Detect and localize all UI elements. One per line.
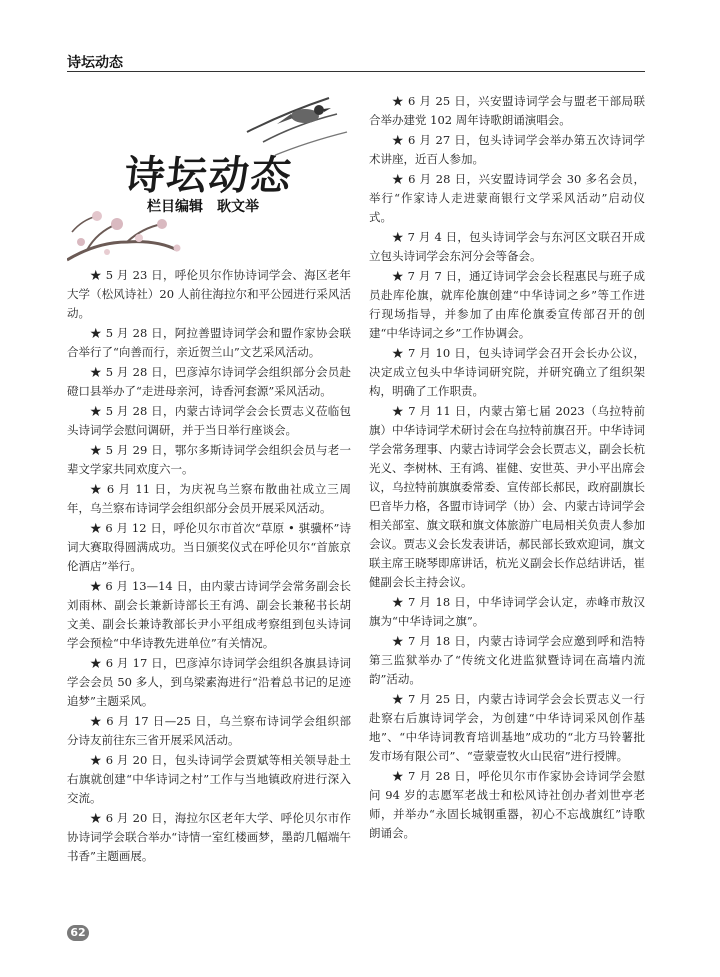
news-item: ★ 5 月 29 日，鄂尔多斯诗词学会组织会员与老一辈文学家共同欢度六一。 bbox=[67, 443, 351, 476]
news-item: ★ 6 月 13—14 日，由内蒙古诗词学会常务副会长刘雨林、副会长兼新诗部长王有鸿、副会长兼秘书长胡文美、副会长兼诗教部长尹小平组成考察组到包头诗词学会预检“中华诗教先进单位”有关情况。 bbox=[67, 579, 351, 650]
news-item: ★ 5 月 23 日，呼伦贝尔作协诗词学会、海区老年大学（松风诗社）20 人前往海拉尔和平公园进行采风活动。 bbox=[67, 268, 351, 320]
news-item: ★ 5 月 28 日，内蒙古诗词学会会长贾志义莅临包头诗词学会慰问调研，并于当日举行座谈会。 bbox=[67, 404, 351, 437]
news-item: ★ 7 月 7 日，通辽诗词学会会长程惠民与班子成员赴库伦旗，就库伦旗创建“中华诗词之乡”等工作进行现场指导，并参加了由库伦旗委宣传部召开的创建“中华诗词之乡”工作协调会。 bbox=[369, 269, 645, 340]
news-item: ★ 5 月 28 日，阿拉善盟诗词学会和盟作家协会联合举行了“向善而行，亲近贺兰山”文艺采风活动。 bbox=[67, 326, 351, 359]
news-item: ★ 6 月 20 日，包头诗词学会贾斌等相关领导赴土右旗就创建“中华诗词之村”工作与当地镇政府进行深入交流。 bbox=[67, 753, 351, 805]
news-item: ★ 7 月 11 日，内蒙古第七届 2023（乌拉特前旗）中华诗词学术研讨会在乌拉特前旗召开。中华诗词学会常务理事、内蒙古诗词学会会长贾志义，副会长杭光义、李树林、王有鸿、崔健、安世英、尹小平出席会议，乌拉特前旗旗委常委、宣传部长郝民，政府副旗长巴音毕力格，各盟市诗词学（协）会、内蒙古诗词学会相关部室、旗文联和旗文体旅游广电局相关负责人参加会议。贾志义会长发表讲话，郝民部长致欢迎词，旗文联主席王晓琴即席讲话，杭光义副会长作总结讲话，崔健副会长主持会议。 bbox=[369, 404, 645, 589]
column-editor: 栏目编辑 耿文举 bbox=[147, 199, 259, 215]
news-item: ★ 6 月 27 日，包头诗词学会举办第五次诗词学术讲座，近百人参加。 bbox=[369, 133, 645, 166]
news-item: ★ 7 月 25 日，内蒙古诗词学会会长贾志义一行赴察右后旗诗词学会，为创建“中华诗词采风创作基地”、“中华诗词教育培训基地”成功的“北方马铃薯批发市场有限公司”、“壹蒙壹牧火山民宿”进行授牌。 bbox=[369, 692, 645, 763]
section-header: 诗坛动态 bbox=[67, 55, 123, 71]
left-news-column bbox=[67, 266, 351, 867]
news-item: ★ 5 月 28 日，巴彦淖尔诗词学会组织部分会员赴磴口县举办了“走进母亲河，诗香河套源”采风活动。 bbox=[67, 365, 351, 398]
news-item: ★ 6 月 28 日，兴安盟诗词学会 30 多名会员，举行“作家诗人走进蒙商银行文学采风活动”启动仪式。 bbox=[369, 172, 645, 224]
right-news-column bbox=[369, 92, 645, 844]
news-item: ★ 7 月 10 日，包头诗词学会召开会长办公议，决定成立包头中华诗词研究院，并研究确立了组织架构，明确了工作职责。 bbox=[369, 346, 645, 398]
banner-title: 诗坛动态 bbox=[122, 152, 296, 199]
news-item: ★ 7 月 4 日，包头诗词学会与东河区文联召开成立包头诗词学会东河分会等备会。 bbox=[369, 230, 645, 263]
news-item: ★ 6 月 20 日，海拉尔区老年大学、呼伦贝尔市作协诗词学会联合举办“诗情一室红楼画梦，墨韵几幅端午书香”主题画展。 bbox=[67, 811, 351, 863]
news-item: ★ 7 月 28 日，呼伦贝尔市作家协会诗词学会慰问 94 岁的志愿军老战士和松风诗社创办者刘世亭老师，并举办“永固长城钢重器，初心不忘战旗红”诗歌朗诵会。 bbox=[369, 769, 645, 840]
column-banner bbox=[67, 92, 355, 262]
news-item: ★ 7 月 18 日，内蒙古诗词学会应邀到呼和浩特第三监狱举办了“传统文化进监狱暨诗词在高墙内流韵”活动。 bbox=[369, 634, 645, 686]
news-item: ★ 6 月 25 日，兴安盟诗词学会与盟老干部局联合举办建党 102 周年诗歌朗诵演唱会。 bbox=[369, 94, 645, 127]
page-number: 62 bbox=[67, 925, 89, 941]
news-item: ★ 6 月 17 日，巴彦淖尔诗词学会组织各旗县诗词学会会员 50 多人，到乌梁素海进行“沿着总书记的足迹追梦”主题采风。 bbox=[67, 656, 351, 708]
news-item: ★ 6 月 17 日—25 日，乌兰察布诗词学会组织部分诗友前往东三省开展采风活动。 bbox=[67, 714, 351, 747]
news-item: ★ 6 月 12 日，呼伦贝尔市首次“草原 • 骐骥杯”诗词大赛取得圆满成功。当日颁奖仪式在呼伦贝尔“首旅京伦酒店”举行。 bbox=[67, 521, 351, 573]
news-item: ★ 6 月 11 日，为庆祝乌兰察布散曲社成立三周年，乌兰察布诗词学会组织部分会员开展采风活动。 bbox=[67, 482, 351, 515]
header-divider bbox=[67, 71, 645, 72]
news-item: ★ 7 月 18 日，中华诗词学会认定，赤峰市敖汉旗为“中华诗词之旗”。 bbox=[369, 595, 645, 628]
